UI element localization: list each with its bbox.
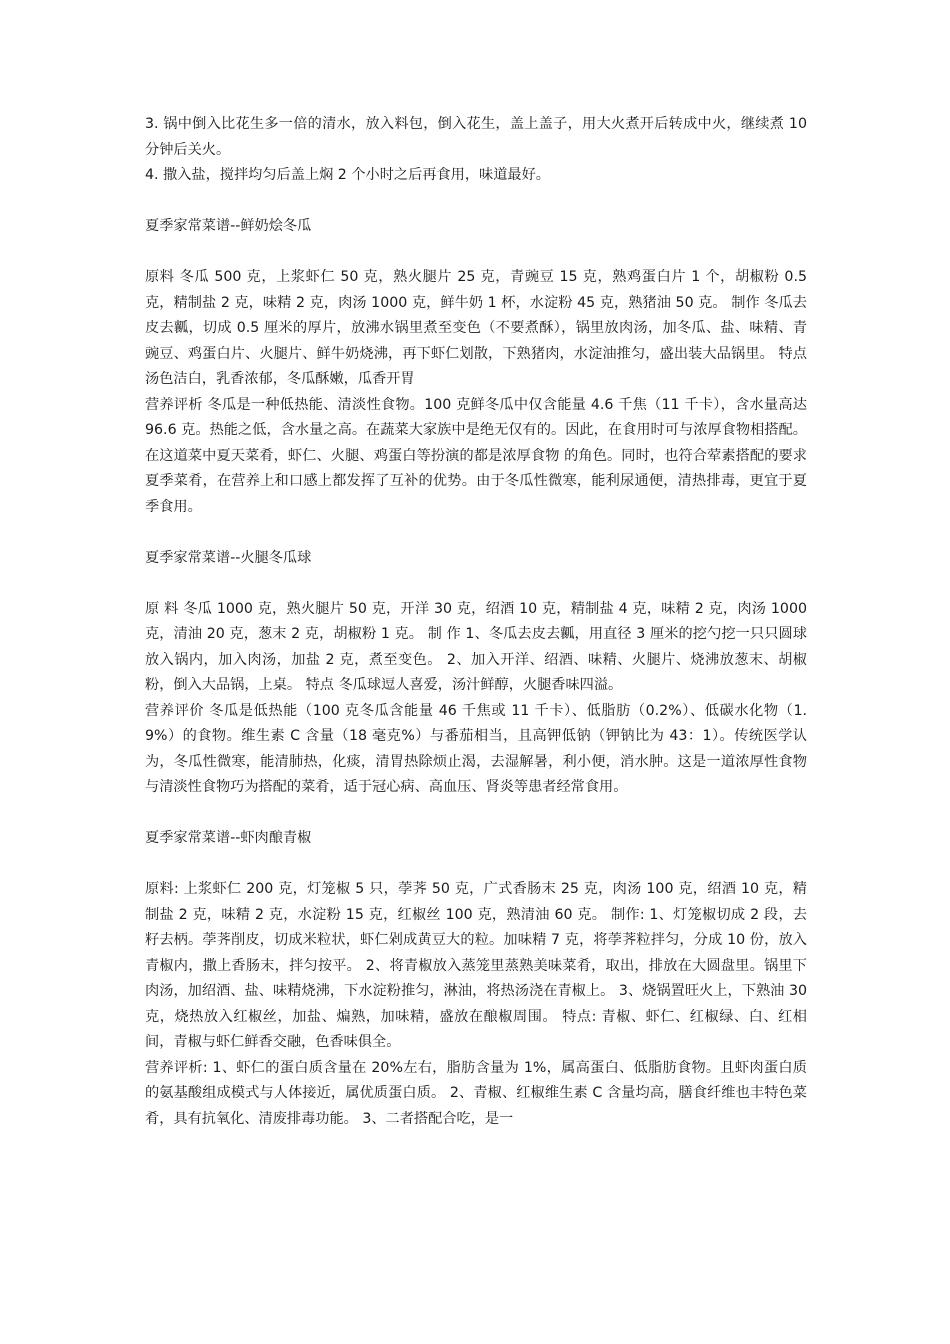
section-nutrition-stuffed-peppers: 营养评析: 1、虾仁的蛋白质含量在 20%左右，脂肪含量为 1%，属高蛋白、低脂肪食物。且虾肉蛋白质的氨基酸组成模式与人体接近，属优质蛋白质。 2、青椒、红椒维生素 C 含量均高，膳食纤维也丰特色菜肴，具有抗氧化、清废排毒功能。 3、二者搭配合吃，是一 [145,1059,807,1127]
section-recipe-milk-winter-melon: 原料 冬瓜 500 克，上浆虾仁 50 克，熟火腿片 25 克，青豌豆 15 克，熟鸡蛋白片 1 个，胡椒粉 0.5 克，精制盐 2 克，味精 2 克，肉汤 1000 克，鲜牛奶 1 杯，水淀粉 45 克，熟猪油 50 克。 制作 冬瓜去皮去瓤，切成 0.5 厘米的厚片，放沸水锅里煮至变色（不要煮酥），锅里放肉汤，加冬瓜、盐、味精、青豌豆、鸡蛋白片、火腿片、鲜牛奶烧沸，再下虾仁划散，下熟猪肉，水淀油推匀，盛出装大品锅里。 特点 汤色洁白，乳香浓郁，冬瓜酥嫩，瓜香开胃 [145,269,807,387]
intro-step-3: 3. 锅中倒入比花生多一倍的清水，放入料包，倒入花生，盖上盖子，用大火煮开后转成中火，继续煮 10 分钟后关火。 [145,116,807,158]
document-body [145,112,807,1132]
spacer [145,240,807,266]
spacer [145,852,807,878]
section-nutrition-milk-winter-melon: 营养评析 冬瓜是一种低热能、清淡性食物。100 克鲜冬瓜中仅含能量 4.6 千焦（11 千卡），含水量高达 96.6 克。热能之低，含水量之高。在蔬菜大家族中是绝无仅有的。因此，在食用时可与浓厚食物相搭配。在这道菜中夏天菜肴，虾仁、火腿、鸡蛋白等扮演的都是浓厚食物 的角色。同时，也符合荤素搭配的要求夏季菜肴，在营养上和口感上都发挥了互补的优势。由于冬瓜性微寒，能利尿通便，清热排毒，更宜于夏季食用。 [145,396,807,515]
section-recipe-ham-melon-balls: 原 料 冬瓜 1000 克，熟火腿片 50 克，开洋 30 克，绍酒 10 克，精制盐 4 克，味精 2 克，肉汤 1000 克，清油 20 克，葱末 2 克，胡椒粉 1 克。 制 作 1、冬瓜去皮去瓤，用直径 3 厘米的挖勺挖一只只圆球放入锅内，加入肉汤，加盐 2 克，煮至变色。 2、加入开洋、绍酒、味精、火腿片、烧沸放葱末、胡椒粉，倒入大品锅，上桌。 特点 冬瓜球逗人喜爱，汤汁鲜醇，火腿香味四溢。 [145,600,807,693]
section-title-milk-winter-melon: 夏季家常菜谱--鲜奶烩冬瓜 [145,218,312,234]
intro-step-4: 4. 撒入盐，搅拌均匀后盖上焖 2 个小时之后再食用，味道最好。 [145,167,550,183]
spacer [145,571,807,597]
spacer [145,520,807,546]
section-nutrition-ham-melon-balls: 营养评价 冬瓜是低热能（100 克冬瓜含能量 46 千焦或 11 千卡）、低脂肪（0.2%）、低碳水化物（1.9%）的食物。维生素 C 含量（18 毫克%）与番茄相当，且高钾低钠（钾钠比为 43：1）。传统医学认为，冬瓜性微寒，能清肺热，化痰，清胃热除烦止渴，去湿解暑，利小便，消水肿。这是一道浓厚性食物与清淡性食物巧为搭配的菜肴，适于冠心病、高血压、肾炎等患者经常食用。 [145,702,807,795]
spacer [145,801,807,827]
section-title-stuffed-peppers: 夏季家常菜谱--虾肉酿青椒 [145,830,312,846]
section-recipe-stuffed-peppers: 原料: 上浆虾仁 200 克，灯笼椒 5 只，荸荠 50 克，广式香肠末 25 克，肉汤 100 克，绍酒 10 克，精制盐 2 克，味精 2 克，水淀粉 15 克，红椒丝 100 克，熟清油 60 克。 制作: 1、灯笼椒切成 2 段，去籽去柄。荸荠削皮，切成米粒状，虾仁剁成黄豆大的粒。加味精 7 克，将荸荠粒拌匀，分成 10 份，放入青椒内，撒上香肠末，拌匀按平。 2、将青椒放入蒸笼里蒸熟美味菜肴，取出，排放在大圆盘里。锅里下肉汤，加绍酒、盐、味精烧沸，下水淀粉推匀，淋油，将热汤浇在青椒上。 3、烧锅置旺火上，下熟油 30 克，烧热放入红椒丝，加盐、煸熟，加味精，盛放在酿椒周围。 特点: 青椒、虾仁、红椒绿、白、红相间，青椒与虾仁鲜香交融，色香味俱全。 [145,881,807,1050]
spacer [145,189,807,215]
section-title-ham-melon-balls: 夏季家常菜谱--火腿冬瓜球 [145,549,312,566]
